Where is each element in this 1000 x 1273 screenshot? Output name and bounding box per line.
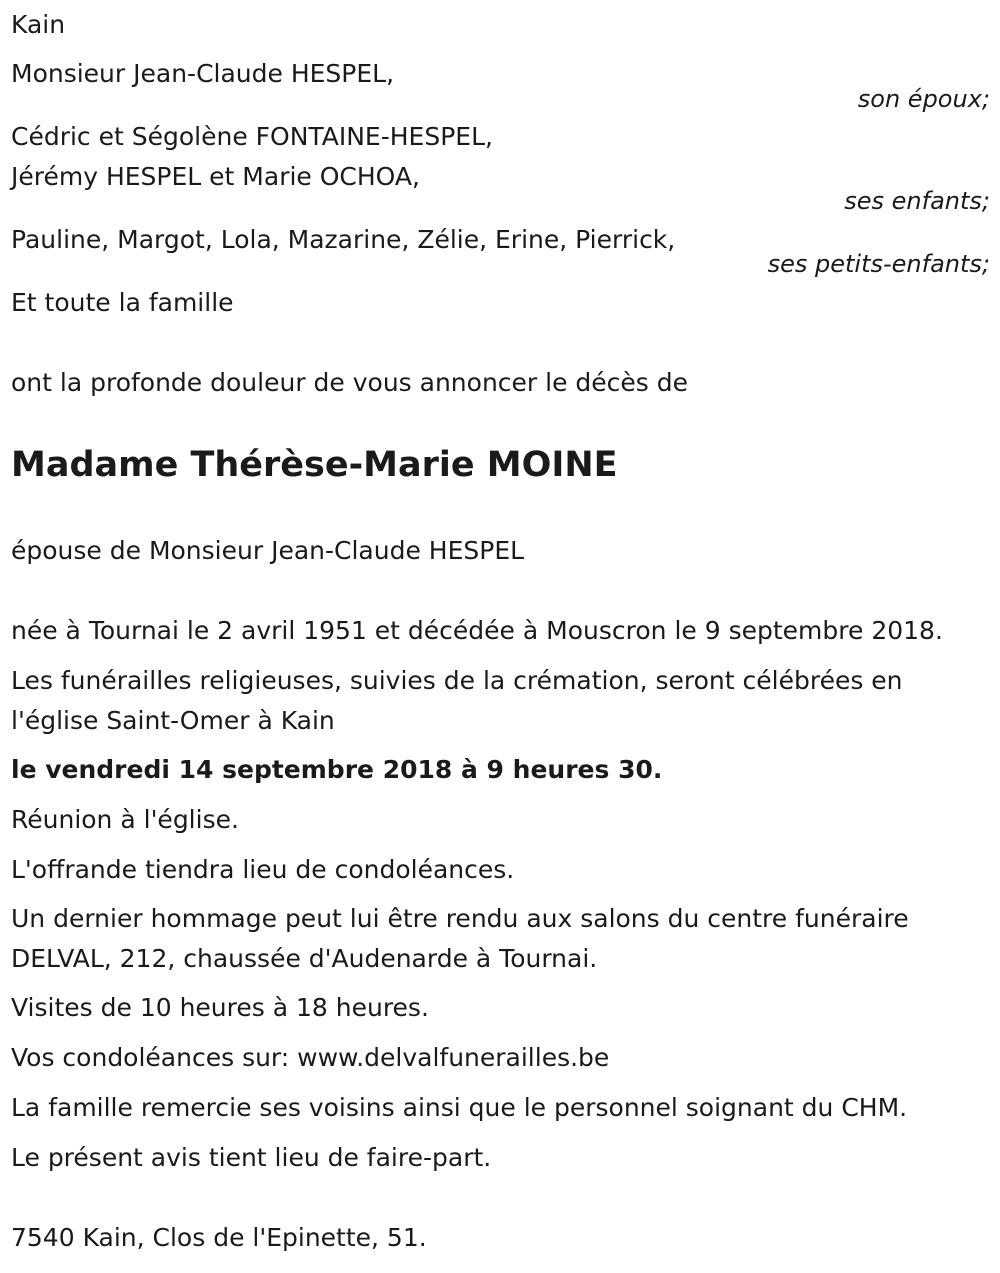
tribute-line-2: DELVAL, 212, chaussée d'Audenarde à Tournai. xyxy=(11,944,598,973)
funeral-line-1: Les funérailles religieuses, suivies de la crémation, seront célébrées en xyxy=(11,666,903,695)
tribute-line-1: Un dernier hommage peut lui être rendu aux salons du centre funéraire xyxy=(11,904,909,933)
location: Kain xyxy=(11,10,66,39)
grandchildren: Pauline, Margot, Lola, Mazarine, Zélie, Erine, Pierrick, xyxy=(11,225,676,254)
grandchildren-role: ses petits-enfants; xyxy=(767,250,990,278)
visits-info: Visites de 10 heures à 18 heures. xyxy=(11,993,429,1022)
funeral-date: le vendredi 14 septembre 2018 à 9 heures 30. xyxy=(11,755,663,784)
offering-info: L'offrande tiendra lieu de condoléances. xyxy=(11,855,515,884)
address: 7540 Kain, Clos de l'Epinette, 51. xyxy=(11,1223,427,1252)
deceased-name: Madame Thérèse-Marie MOINE xyxy=(11,445,618,485)
spouse-role: son époux; xyxy=(857,85,990,113)
meeting-info: Réunion à l'église. xyxy=(11,805,239,834)
children-line-2: Jérémy HESPEL et Marie OCHOA, xyxy=(11,162,420,191)
notice-info: Le présent avis tient lieu de faire-part. xyxy=(11,1143,492,1172)
children-line-1: Cédric et Ségolène FONTAINE-HESPEL, xyxy=(11,122,493,151)
spouse-of: épouse de Monsieur Jean-Claude HESPEL xyxy=(11,536,525,565)
birth-death: née à Tournai le 2 avril 1951 et décédée à Mouscron le 9 septembre 2018. xyxy=(11,616,943,645)
condolences-info: Vos condoléances sur: www.delvalfunerailles.be xyxy=(11,1043,610,1072)
spouse-name: Monsieur Jean-Claude HESPEL, xyxy=(11,59,395,88)
children-role: ses enfants; xyxy=(844,187,990,215)
funeral-line-2: l'église Saint-Omer à Kain xyxy=(11,706,335,735)
announcement: ont la profonde douleur de vous annoncer le décès de xyxy=(11,368,689,397)
thanks-info: La famille remercie ses voisins ainsi que le personnel soignant du CHM. xyxy=(11,1093,908,1122)
family-rest: Et toute la famille xyxy=(11,288,234,317)
